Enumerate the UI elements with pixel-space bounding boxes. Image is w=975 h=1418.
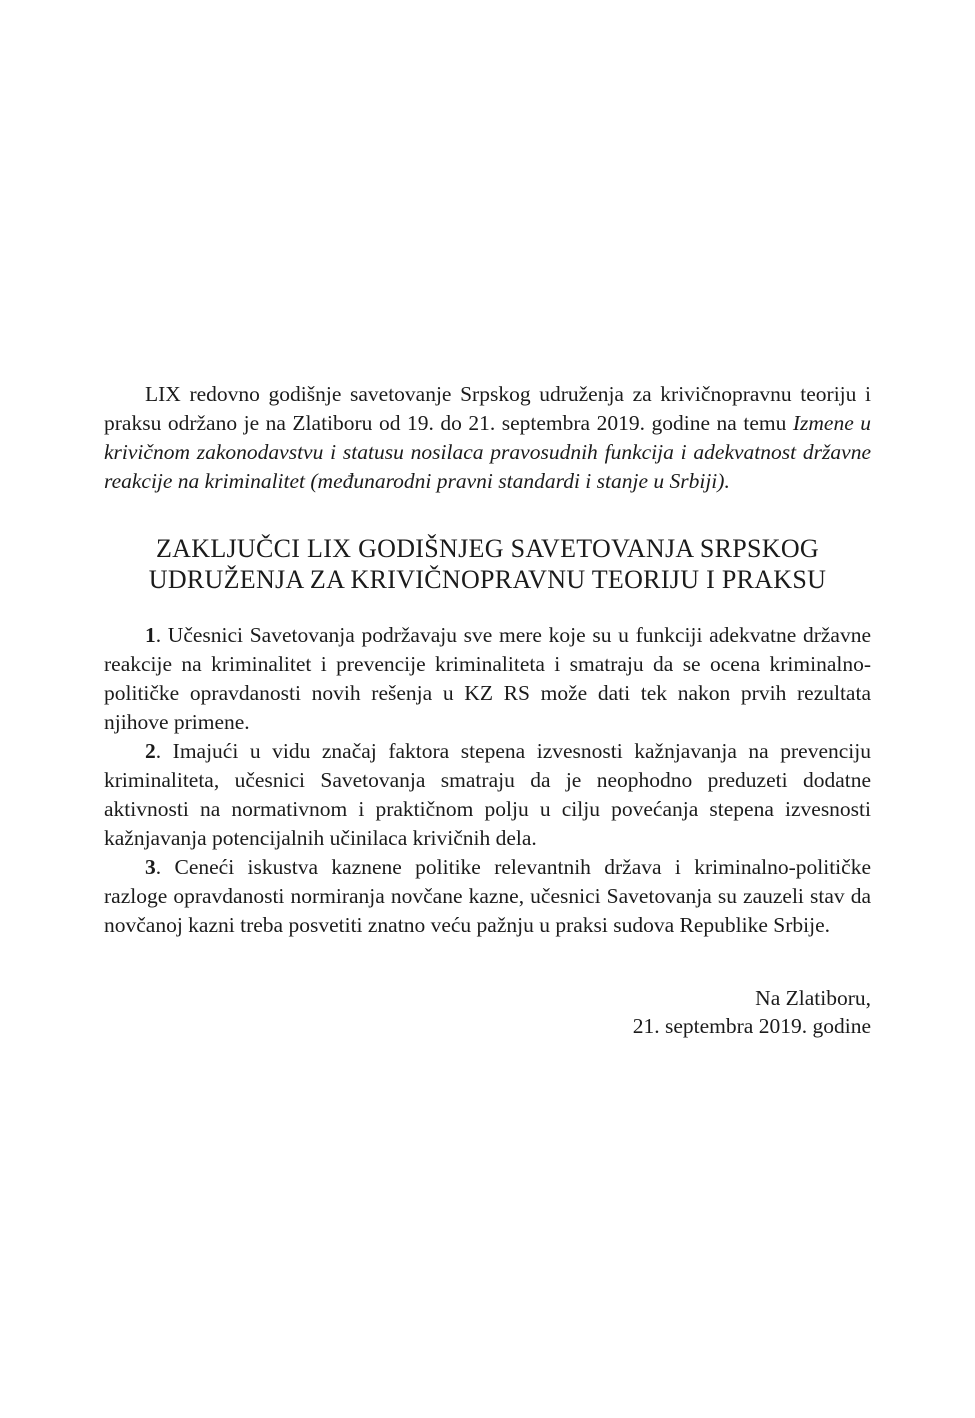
intro-text-regular: LIX redovno godišnje savetovanje Srpskog udruženja za krivičnopravnu teoriju i praksu održano je na Zlatiboru od 19. do 21. septembra 2019. godine na temu	[104, 382, 871, 435]
signoff-date: 21. septembra 2019. godine	[632, 1014, 871, 1038]
conclusion-number-2: 2	[145, 739, 156, 763]
conclusion-number-1: 1	[145, 623, 156, 647]
signoff-block	[104, 984, 871, 1040]
intro-paragraph	[104, 380, 871, 496]
conclusion-paragraph-2	[104, 737, 871, 853]
document-title-line2: UDRUŽENJA ZA KRIVIČNOPRAVNU TEORIJU I PRAKSU	[148, 565, 827, 594]
signoff-place: Na Zlatiboru,	[755, 986, 871, 1010]
conclusion-text-1: . Učesnici Savetovanja podržavaju sve mere koje su u funkciji adekvatne državne reakcije na kriminalitet i prevencije kriminaliteta i smatraju da se ocena kriminalno-političke opravdanosti novih rešenja u KZ RS može dati tek nakon prvih rezultata njihove primene.	[104, 623, 871, 734]
document-title-line1: ZAKLJUČCI LIX GODIŠNJEG SAVETOVANJA SRPSKOG	[156, 534, 819, 563]
conclusion-number-3: 3	[145, 855, 156, 879]
intro-text-italic: Izmene u krivičnom zakonodavstvu i statusu nosilaca pravosudnih funkcija i adekvatnost državne reakcije na kriminalitet (međunarodni pravni standardi i stanje u Srbiji).	[104, 411, 871, 493]
conclusion-paragraph-3	[104, 853, 871, 940]
conclusion-text-2: . Imajući u vidu značaj faktora stepena izvesnosti kažnjavanja na prevenciju kriminaliteta, učesnici Savetovanja smatraju da je neophodno preduzeti dodatne aktivnosti na normativnom i praktičnom polju u cilju povećanja stepena izvesnosti kažnjavanja potencijalnih učinilaca krivičnih dela.	[104, 739, 871, 850]
conclusion-paragraph-1	[104, 621, 871, 737]
document-content	[104, 380, 871, 1040]
document-title	[104, 533, 871, 595]
conclusion-text-3: . Ceneći iskustva kaznene politike relevantnih država i kriminalno-političke razloge opravdanosti normiranja novčane kazne, učesnici Savetovanja su zauzeli stav da novčanoj kazni treba posvetiti znatno veću pažnju u praksi sudova Republike Srbije.	[104, 855, 871, 937]
